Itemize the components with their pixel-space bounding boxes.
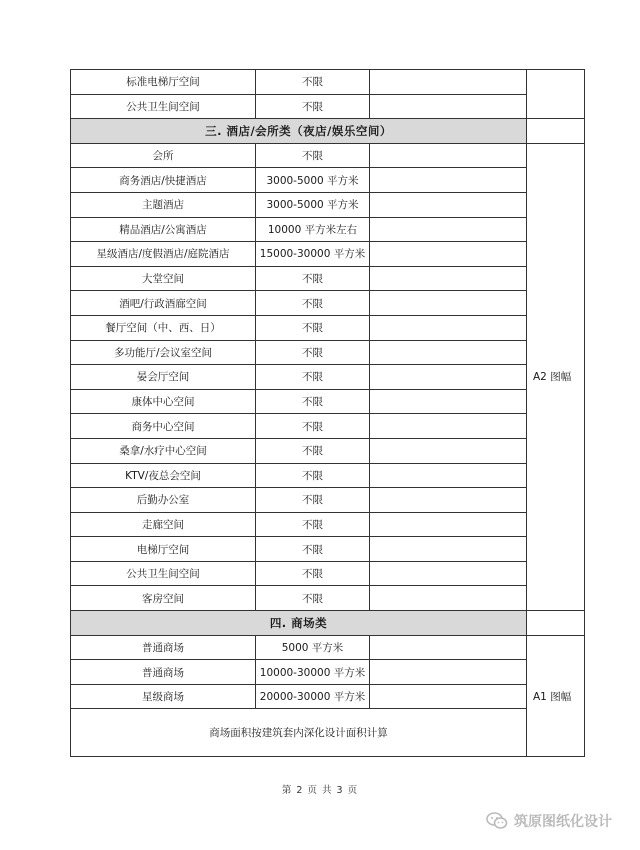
- table-row: [71, 635, 585, 660]
- area-cell: 不限: [256, 512, 370, 537]
- table-row: [71, 94, 585, 119]
- space-name-cell: 商务酒店/快捷酒店: [71, 168, 256, 193]
- space-name-cell: 星级酒店/度假酒店/庭院酒店: [71, 242, 256, 267]
- space-name-cell: 康体中心空间: [71, 389, 256, 414]
- area-cell: 15000-30000 平方米: [256, 242, 370, 267]
- space-name-cell: 星级商场: [71, 684, 256, 709]
- space-name-cell: 桑拿/水疗中心空间: [71, 438, 256, 463]
- area-cell: 5000 平方米: [256, 635, 370, 660]
- blank-cell: [370, 242, 527, 267]
- blank-cell: [370, 635, 527, 660]
- table-row: [71, 684, 585, 709]
- wechat-icon: [486, 812, 508, 830]
- table-row: [71, 488, 585, 513]
- table-row: [71, 291, 585, 316]
- table-row: [71, 512, 585, 537]
- space-name-cell: 精品酒店/公寓酒店: [71, 217, 256, 242]
- space-name-cell: 普通商场: [71, 660, 256, 685]
- blank-cell: [370, 291, 527, 316]
- blank-cell: [370, 586, 527, 611]
- table-row: [71, 266, 585, 291]
- section-header-row: [71, 119, 585, 144]
- table-row: [71, 242, 585, 267]
- table-row: [71, 463, 585, 488]
- area-cell: 不限: [256, 586, 370, 611]
- size-label-mall: A1 图幅: [527, 635, 585, 757]
- section-title-hotel: 三. 酒店/会所类（夜店/娱乐空间）: [71, 119, 527, 144]
- note-row: [71, 709, 585, 757]
- space-name-cell: 公共卫生间空间: [71, 94, 256, 119]
- space-name-cell: 酒吧/行政酒廊空间: [71, 291, 256, 316]
- table-row: [71, 168, 585, 193]
- blank-cell: [370, 70, 527, 95]
- table-row: [71, 586, 585, 611]
- table-row: [71, 217, 585, 242]
- watermark-text: 筑原图纸化设计: [514, 814, 612, 830]
- table-row: [71, 192, 585, 217]
- size-cell: [527, 119, 585, 144]
- blank-cell: [370, 143, 527, 168]
- area-cell: 不限: [256, 70, 370, 95]
- size-cell: [527, 611, 585, 636]
- area-cell: 不限: [256, 438, 370, 463]
- space-name-cell: 标准电梯厅空间: [71, 70, 256, 95]
- blank-cell: [370, 315, 527, 340]
- space-name-cell: 商务中心空间: [71, 414, 256, 439]
- space-name-cell: 主题酒店: [71, 192, 256, 217]
- blank-cell: [370, 684, 527, 709]
- spec-table-body: [71, 70, 585, 757]
- size-label-hotel: A2 图幅: [527, 143, 585, 610]
- area-cell: 不限: [256, 315, 370, 340]
- area-cell: 不限: [256, 291, 370, 316]
- blank-cell: [370, 340, 527, 365]
- blank-cell: [370, 414, 527, 439]
- space-name-cell: 客房空间: [71, 586, 256, 611]
- blank-cell: [370, 365, 527, 390]
- design-spec-table: [70, 69, 585, 757]
- watermark: [486, 810, 612, 832]
- table-row: [71, 365, 585, 390]
- section-header-row: [71, 611, 585, 636]
- table-row: [71, 537, 585, 562]
- space-name-cell: 普通商场: [71, 635, 256, 660]
- table-row: [71, 660, 585, 685]
- area-cell: 3000-5000 平方米: [256, 192, 370, 217]
- blank-cell: [370, 488, 527, 513]
- area-cell: 10000-30000 平方米: [256, 660, 370, 685]
- area-cell: 20000-30000 平方米: [256, 684, 370, 709]
- blank-cell: [370, 94, 527, 119]
- table-row: [71, 70, 585, 95]
- area-cell: 10000 平方米左右: [256, 217, 370, 242]
- blank-cell: [370, 217, 527, 242]
- table-row: [71, 340, 585, 365]
- space-name-cell: KTV/夜总会空间: [71, 463, 256, 488]
- area-cell: 不限: [256, 537, 370, 562]
- table-row: [71, 315, 585, 340]
- space-name-cell: 走廊空间: [71, 512, 256, 537]
- space-name-cell: 公共卫生间空间: [71, 561, 256, 586]
- blank-cell: [370, 266, 527, 291]
- section-title-mall: 四. 商场类: [71, 611, 527, 636]
- space-name-cell: 晏会厅空间: [71, 365, 256, 390]
- space-name-cell: 多功能厅/会议室空间: [71, 340, 256, 365]
- blank-cell: [370, 561, 527, 586]
- blank-cell: [370, 660, 527, 685]
- table-row: [71, 414, 585, 439]
- table-row: [71, 143, 585, 168]
- size-cell: [527, 70, 585, 119]
- area-cell: 不限: [256, 365, 370, 390]
- blank-cell: [370, 512, 527, 537]
- mall-area-note: 商场面积按建筑套内深化设计面积计算: [71, 709, 527, 757]
- blank-cell: [370, 463, 527, 488]
- space-name-cell: 电梯厅空间: [71, 537, 256, 562]
- area-cell: 不限: [256, 561, 370, 586]
- space-name-cell: 餐厅空间（中、西、日）: [71, 315, 256, 340]
- space-name-cell: 会所: [71, 143, 256, 168]
- area-cell: 不限: [256, 414, 370, 439]
- table-row: [71, 561, 585, 586]
- blank-cell: [370, 192, 527, 217]
- page-number: 第 2 页 共 3 页: [281, 785, 359, 796]
- table-row: [71, 438, 585, 463]
- area-cell: 不限: [256, 94, 370, 119]
- blank-cell: [370, 168, 527, 193]
- area-cell: 不限: [256, 389, 370, 414]
- area-cell: 不限: [256, 266, 370, 291]
- area-cell: 不限: [256, 340, 370, 365]
- space-name-cell: 后勤办公室: [71, 488, 256, 513]
- blank-cell: [370, 438, 527, 463]
- area-cell: 不限: [256, 143, 370, 168]
- blank-cell: [370, 537, 527, 562]
- blank-cell: [370, 389, 527, 414]
- area-cell: 不限: [256, 488, 370, 513]
- area-cell: 3000-5000 平方米: [256, 168, 370, 193]
- table-row: [71, 389, 585, 414]
- area-cell: 不限: [256, 463, 370, 488]
- space-name-cell: 大堂空间: [71, 266, 256, 291]
